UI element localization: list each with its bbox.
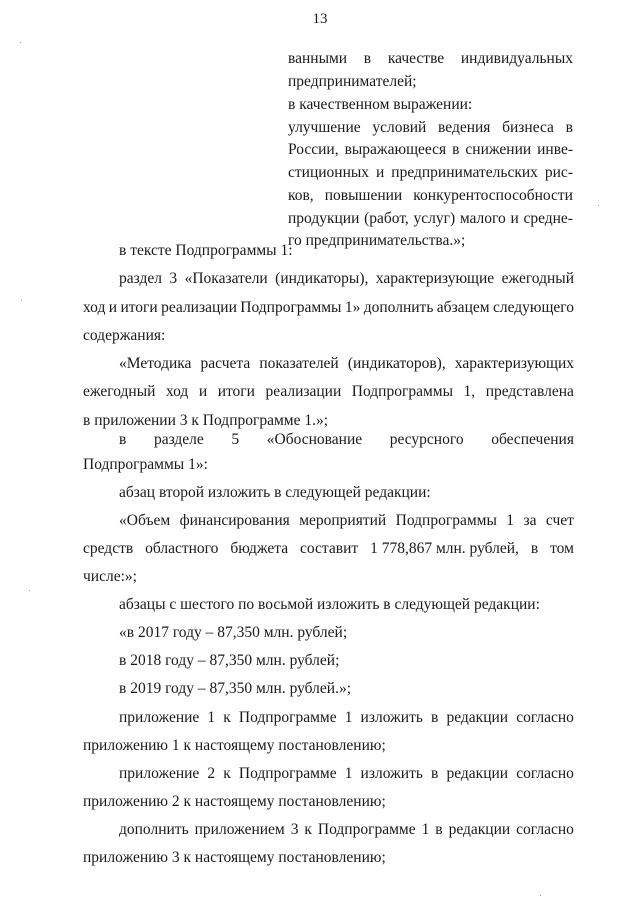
- body-line: [83, 382, 574, 402]
- word: следующего: [492, 299, 574, 316]
- body-line: [119, 269, 574, 289]
- word: го предпринимательства.»;: [288, 232, 466, 249]
- word: средств: [83, 540, 134, 557]
- quote-line: [288, 209, 573, 229]
- word: реализации: [161, 299, 237, 316]
- word: 1»: [344, 299, 361, 316]
- word: предпринимательских: [391, 164, 538, 181]
- scan-speck: [29, 590, 30, 591]
- body-line: [83, 567, 574, 587]
- word: приложению 3 к настоящему постановлению;: [83, 849, 386, 866]
- word: «в 2017 году – 87,350 млн. рублей;: [119, 624, 348, 641]
- word: в: [431, 765, 439, 782]
- word: 1,: [463, 383, 476, 400]
- word: 2: [207, 765, 216, 782]
- word: условий: [372, 119, 427, 136]
- body-line: [83, 539, 574, 559]
- word: приложению 2 к настоящему постановлению;: [83, 793, 386, 810]
- word: к: [223, 765, 231, 782]
- word: стиционных: [288, 164, 370, 181]
- word: 1: [421, 821, 430, 838]
- word: и: [376, 164, 385, 181]
- quote-line: [288, 186, 573, 206]
- word: к: [223, 709, 231, 726]
- word: согласно: [516, 821, 574, 838]
- body-line: [83, 411, 574, 431]
- quote-line: [288, 118, 573, 138]
- quote-line: [288, 72, 573, 92]
- word: и: [108, 299, 118, 316]
- word: 3: [169, 270, 178, 287]
- quote-line: [288, 95, 573, 115]
- body-line: [83, 455, 574, 475]
- body-line: [119, 679, 574, 699]
- word: итоги: [217, 383, 255, 400]
- word: приложением: [194, 821, 285, 838]
- word: Подпрограмме: [317, 821, 416, 838]
- word: ресурсного: [389, 431, 464, 448]
- scan-speck: [540, 895, 541, 896]
- word: редакции: [448, 821, 511, 838]
- word: в: [363, 50, 372, 67]
- word: характеризующие: [375, 270, 495, 287]
- word: редакции: [446, 709, 509, 726]
- word: и: [198, 383, 208, 400]
- word: 1: [344, 709, 353, 726]
- word: предпринимателей;: [288, 73, 417, 90]
- word: изложить: [360, 765, 423, 782]
- quote-line: [288, 49, 573, 69]
- word: малого: [459, 210, 506, 227]
- word: средне-: [523, 210, 573, 227]
- word: изложить: [360, 709, 423, 726]
- quote-line: [288, 163, 573, 183]
- word: реализации: [265, 383, 342, 400]
- word: ежегодный: [83, 383, 156, 400]
- word: составит: [300, 540, 359, 557]
- word: конкурентоспособности: [413, 187, 573, 204]
- body-line: [119, 708, 574, 728]
- word: 1: [344, 765, 353, 782]
- word: качестве: [387, 50, 445, 67]
- word: в тексте Подпрограммы 1:: [119, 242, 293, 259]
- word: в приложении 3 к Подпрограмме 1.»;: [83, 412, 329, 429]
- word: «Показатели: [184, 270, 268, 287]
- word: улучшение: [288, 119, 361, 136]
- word: абзацем: [436, 299, 490, 316]
- word: редакции: [446, 765, 509, 782]
- word: за: [523, 512, 537, 529]
- word: ведения: [438, 119, 491, 136]
- word: согласно: [516, 709, 574, 726]
- body-line: [83, 736, 574, 756]
- word: в: [565, 119, 573, 136]
- word: «Обоснование: [266, 431, 363, 448]
- word: Подпрограммы: [240, 299, 342, 316]
- word: согласно: [516, 765, 574, 782]
- word: России,: [288, 141, 339, 158]
- word: числе:»;: [83, 568, 137, 585]
- body-line: [83, 792, 574, 812]
- word: «Объем: [119, 512, 171, 529]
- word: Подпрограммы 1»:: [83, 456, 208, 473]
- word: выражающееся: [344, 141, 447, 158]
- word: в: [452, 141, 460, 158]
- word: дополнить: [119, 821, 189, 838]
- body-line: [83, 326, 574, 346]
- word: снижении: [465, 141, 532, 158]
- word: 1: [207, 709, 216, 726]
- page-number: 13: [312, 11, 328, 27]
- word: в: [119, 431, 127, 448]
- scan-speck: [21, 300, 22, 301]
- word: услуг): [413, 210, 456, 227]
- word: характеризующих: [454, 355, 574, 372]
- word: раздел: [119, 270, 162, 287]
- word: «Методика: [119, 355, 192, 372]
- word: рис-: [544, 164, 573, 181]
- word: бизнеса: [502, 119, 554, 136]
- body-line: [119, 623, 574, 643]
- quote-line: [288, 140, 573, 160]
- word: в качественном выражении:: [288, 96, 473, 113]
- word: абзацы с шестого по восьмой изложить в следующей редакции:: [119, 596, 540, 613]
- word: том: [550, 540, 574, 557]
- word: областного: [145, 540, 219, 557]
- word: бюджета: [230, 540, 289, 557]
- word: содержания:: [83, 327, 166, 344]
- word: разделе: [153, 431, 204, 448]
- word: к: [304, 821, 312, 838]
- word: ков,: [288, 187, 314, 204]
- word: в 2018 году – 87,350 млн. рублей;: [119, 652, 340, 669]
- word: Подпрограмме: [238, 765, 337, 782]
- word: обеспечения: [491, 431, 574, 448]
- word: расчета: [200, 355, 251, 372]
- word: Подпрограммы: [395, 512, 497, 529]
- body-line: [119, 483, 574, 503]
- word: продукции: [288, 210, 360, 227]
- word: счет: [545, 512, 574, 529]
- body-line: [119, 354, 574, 374]
- word: индивидуальных: [460, 50, 573, 67]
- word: в: [435, 821, 443, 838]
- word: инве-: [537, 141, 573, 158]
- word: в: [530, 540, 539, 557]
- scan-speck: [598, 205, 599, 206]
- word: представлена: [485, 383, 574, 400]
- word: приложению 1 к настоящему постановлению;: [83, 737, 386, 754]
- word: приложение: [119, 709, 200, 726]
- word: (работ,: [364, 210, 409, 227]
- word: повышении: [324, 187, 403, 204]
- body-line: [119, 820, 574, 840]
- word: Подпрограмме: [238, 709, 337, 726]
- word: ход: [83, 299, 106, 316]
- body-line: [83, 298, 574, 318]
- body-line: [119, 430, 574, 450]
- word: в: [431, 709, 439, 726]
- word: (индикаторы),: [275, 270, 369, 287]
- word: финансирования: [179, 512, 290, 529]
- word: (индикаторов),: [347, 355, 446, 372]
- word: 1 778,867 млн. рублей,: [370, 540, 519, 557]
- word: в 2019 году – 87,350 млн. рублей.»;: [119, 680, 352, 697]
- body-line: [119, 241, 574, 261]
- body-line: [119, 511, 574, 531]
- body-line: [119, 764, 574, 784]
- word: и: [510, 210, 519, 227]
- word: Подпрограммы: [351, 383, 453, 400]
- word: 1: [506, 512, 515, 529]
- body-line: [119, 595, 574, 615]
- word: мероприятий: [299, 512, 387, 529]
- body-line: [83, 848, 574, 868]
- word: 5: [231, 431, 240, 448]
- body-line: [119, 651, 574, 671]
- word: 3: [290, 821, 299, 838]
- word: ежегодный: [501, 270, 574, 287]
- scan-speck: [20, 42, 21, 43]
- word: приложение: [119, 765, 200, 782]
- word: итоги: [120, 299, 158, 316]
- word: ванными: [288, 50, 348, 67]
- word: дополнить: [363, 299, 434, 316]
- word: абзац второй изложить в следующей редакции:: [119, 484, 431, 501]
- word: ход: [165, 383, 189, 400]
- word: показателей: [259, 355, 339, 372]
